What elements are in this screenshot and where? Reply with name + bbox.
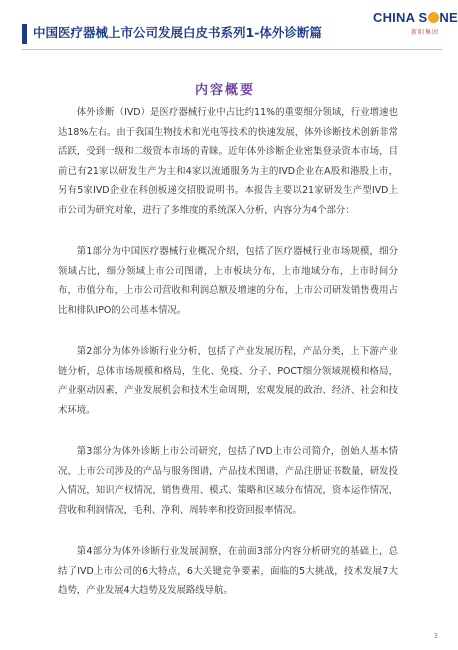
- header-divider: [22, 49, 442, 50]
- document-title: 中国医疗器械上市公司发展白皮书系列1-体外诊断篇: [33, 25, 322, 40]
- paragraph-part-2: 第2部分为体外诊断行业分析，包括了产业发展历程，产品分类，上下游产业链分析，总体市场规模和格局，生化、免疫、分子、POCT细分领域规模和格局，产业驱动因素，产业发展机会和技术生命周期，宏观发展的政治、经济、社会和技术环境。: [58, 346, 398, 416]
- paragraph-intro: 体外诊断（IVD）是医疗器械行业中占比约11%的重要细分领域，行业增速也达18%左右。由于我国生物技术和光电等技术的快速发展，体外诊断技术创新非常活跃，受到一级和二级资本市场的青睐。近年体外诊断企业密集登录资本市场，目前已有21家以研发生产为主和4家以流通服务为主的IVD企业在A股和港股上市，另有5家IVD企业在科创板递交招股说明书。本报告主要以21家研发生产型IVD上市公司为研究对象，进行了多维度的系统深入分析，内容分为4个部分：: [58, 107, 398, 216]
- paragraph-part-1: 第1部分为中国医疗器械行业概况介绍，包括了医疗器械行业市场规模，细分领域占比，细分领域上市公司图谱，上市板块分布，上市地域分布，上市时间分布，市值分布，上市公司营收和利润总额及增速的分布，上市公司研发销售费用占比和排队IPO的公司基本情况。: [58, 246, 398, 316]
- page-header: [0, 0, 458, 58]
- sun-icon: [428, 12, 439, 23]
- page-number: 3: [433, 632, 438, 640]
- paragraph-part-4: 第4部分为体外诊断行业发展洞察，在前面3部分内容分析研究的基础上，总结了IVD上市公司的6大特点，6大关键竞争要素，面临的5大挑战，技术发展7大趋势，产业发展4大趋势及发展路线导航。: [58, 546, 398, 596]
- logo-subtitle: 新阳集团: [410, 29, 439, 36]
- paragraph-part-3: 第3部分为体外诊断上市公司研究，包括了IVD上市公司简介，创始人基本情况，上市公司涉及的产品与服务图谱，产品技术图谱，产品注册证书数量，研发投入情况，知识产权情况，销售费用、模式、策略和区域分布情况，资本运作情况，营收和利润情况，毛利、净利、周转率和投资回报率情况。: [58, 446, 398, 516]
- summary-content: [58, 103, 398, 623]
- chinasun-logo: [373, 10, 458, 50]
- header-accent-bar: [22, 24, 27, 44]
- section-title: 内容概要: [194, 83, 255, 98]
- logo-text: CHINA S NE: [373, 10, 458, 25]
